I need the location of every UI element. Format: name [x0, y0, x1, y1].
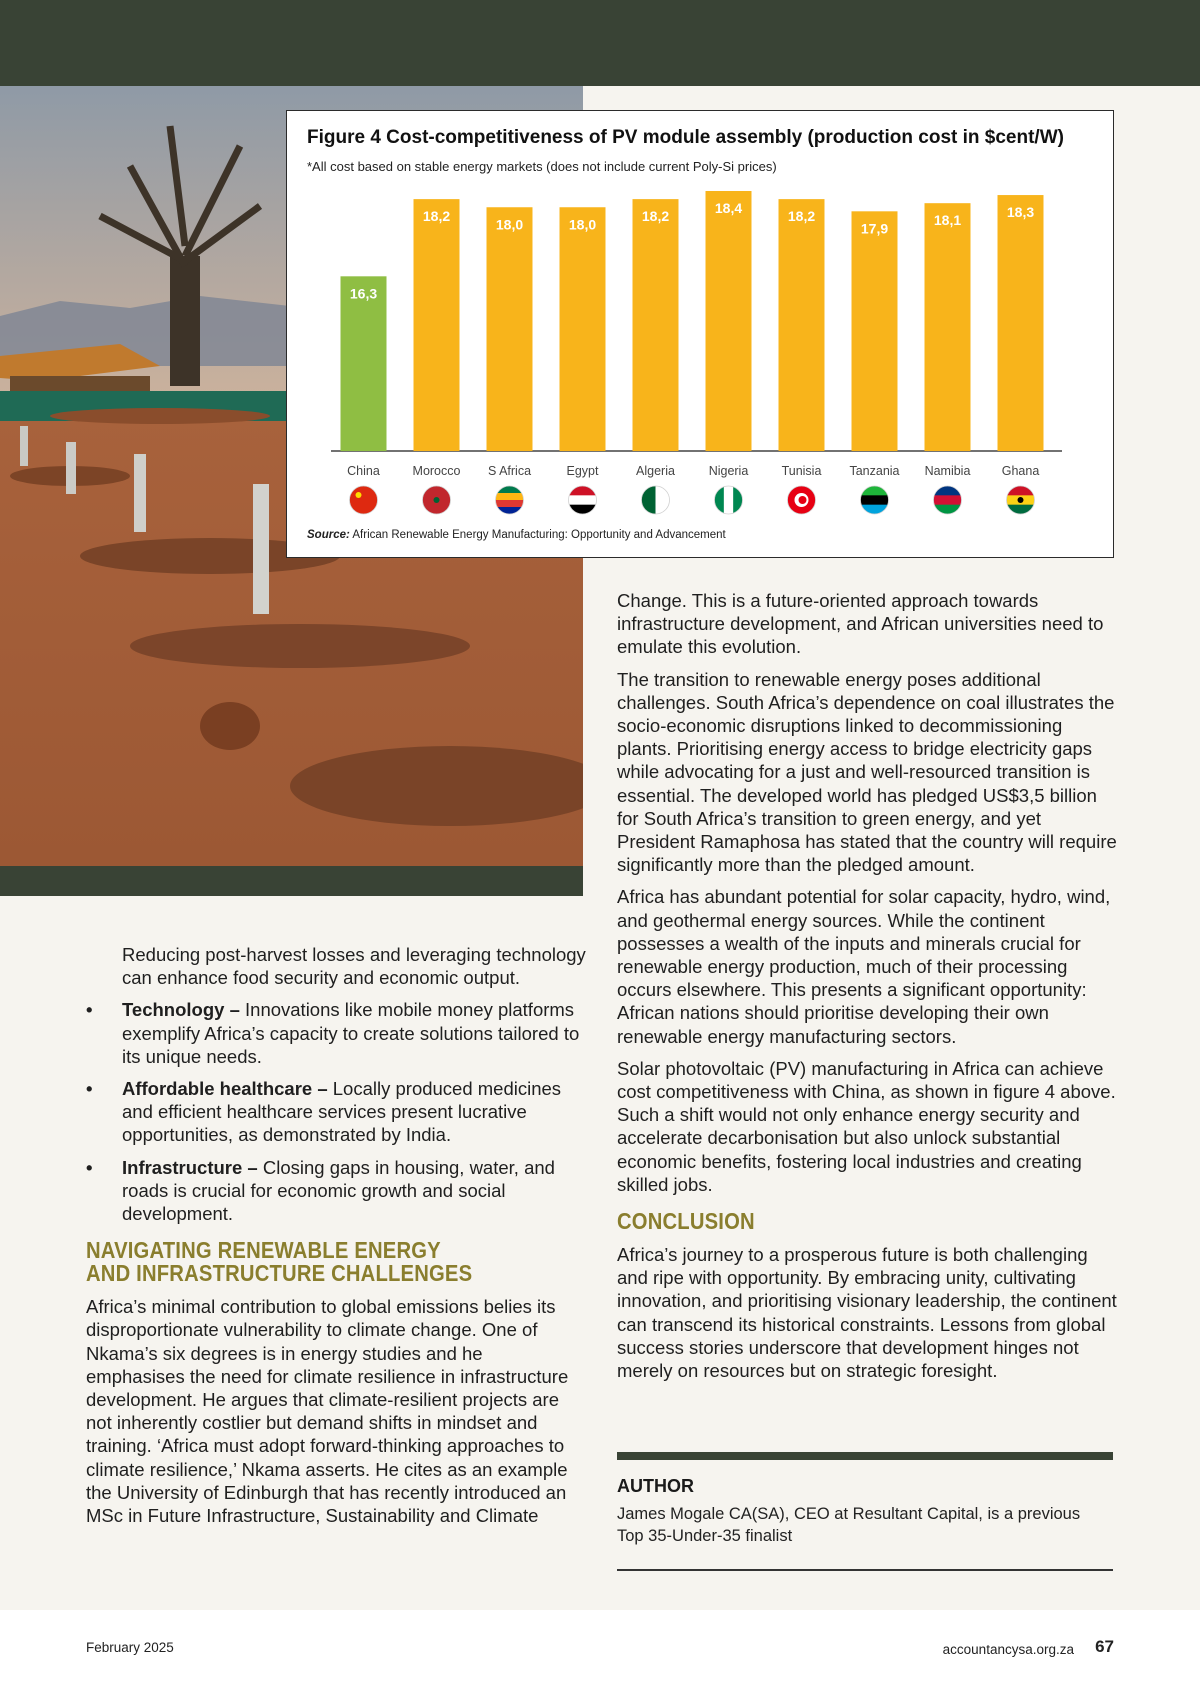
bar-value-label: 18,2 [787, 208, 816, 225]
bar-value-label: 16,3 [349, 285, 378, 302]
bar-china [341, 276, 387, 451]
x-tick-label: S Africa [487, 464, 532, 478]
source-text: African Renewable Energy Manufacturing: Opportunity and Advancement [349, 529, 726, 541]
bar-value-label: 17,9 [860, 220, 889, 237]
bullet-dot: • [86, 1156, 93, 1178]
left-column [86, 943, 586, 1536]
nigeria-flag-icon [715, 486, 744, 514]
author-divider [617, 1452, 1113, 1460]
site-link[interactable]: accountancysa.org.za [942, 1642, 1074, 1657]
bullet-dot: • [86, 999, 93, 1021]
author-heading: AUTHOR [617, 1476, 694, 1496]
bar-value-label: 18,4 [714, 200, 743, 216]
namibia-flag-icon [934, 486, 962, 515]
heading-line: NAVIGATING RENEWABLE ENERGY [86, 1237, 441, 1264]
bar-algeria [633, 199, 679, 451]
bar-south-africa [487, 207, 533, 451]
x-tick-label: Algeria [636, 464, 675, 478]
body-paragraph: Change. This is a future-oriented approach towards infrastructure development, and African universities need to emulate this evolution. [617, 590, 1104, 658]
right-column [617, 589, 1117, 1391]
section-heading-conclusion: CONCLUSION [617, 1208, 755, 1235]
bar-value-label: 18,1 [933, 212, 962, 229]
bar-value-label: 18,2 [641, 208, 670, 225]
tanzania-flag-icon [861, 486, 889, 515]
x-tick-label: Egypt [566, 464, 599, 478]
bar-tanzania [852, 211, 898, 451]
bar-value-label: 18,2 [422, 208, 451, 225]
bar-nigeria [706, 191, 752, 451]
x-tick-label: China [347, 464, 380, 478]
page-footer [0, 1610, 1200, 1696]
south-africa-flag-icon [496, 486, 524, 515]
bar-namibia [925, 203, 971, 451]
bar-morocco [414, 199, 460, 451]
egypt-flag-icon [569, 486, 597, 515]
author-bottom-rule [617, 1569, 1113, 1571]
body-paragraph: Solar photovoltaic (PV) manufacturing in Africa can achieve cost competitiveness with China, as shown in figure 4 above. Such a shift would not only enhance energy security and accelerate decarbonisation but also unlock substantial economic benefits, fostering local industries and creating skilled jobs. [617, 1057, 1116, 1195]
x-tick-label: Namibia [924, 464, 971, 478]
bullet-text: Locally produced medicines and efficient healthcare services present lucrative opportunities, as demonstrated by India. [122, 1078, 562, 1146]
issue-date: February 2025 [86, 1640, 174, 1655]
figure-title: Figure 4 Cost-competitiveness of PV module assembly (production cost in $cent/W) [307, 127, 1064, 148]
china-flag-icon [350, 486, 378, 515]
body-paragraph: Africa’s journey to a prosperous future is both challenging and ripe with opportunity. By embracing unity, cultivating innovation, and prioritising visionary leadership, the continent can transcend its historical constraints. Lessons from global success stories underscore that development hinges not merely on resources but on strategic foresight. [617, 1244, 1117, 1382]
bullet-text: Innovations like mobile money platforms exemplify Africa’s capacity to create solutions tailored to its unique needs. [122, 999, 580, 1067]
bullet-term: Affordable healthcare – [122, 1078, 333, 1100]
bullet-item-infrastructure [86, 1156, 586, 1226]
figure-source [307, 529, 726, 541]
heading-line: AND INFRASTRUCTURE CHALLENGES [86, 1260, 473, 1287]
x-tick-label: Ghana [1001, 464, 1040, 478]
bar-value-label: 18,3 [1006, 204, 1035, 221]
bar-egypt [560, 207, 606, 451]
body-paragraph: Africa has abundant potential for solar capacity, hydro, wind, and geothermal energy sources. While the continent possesses a wealth of the inputs and minerals crucial for renewable energy production, much of their processing occurs elsewhere. This presents a significant opportunity: African nations should prioritise developing their own renewable energy manufacturing sectors. [617, 886, 1111, 1047]
bullet-term: Infrastructure – [122, 1156, 263, 1178]
author-bio: James Mogale CA(SA), CEO at Resultant Capital, is a previous Top 35-Under-35 finalist [617, 1505, 1081, 1545]
figure-note: *All cost based on stable energy markets (does not include current Poly-Si prices) [307, 159, 777, 174]
ghana-flag-icon [1007, 486, 1035, 515]
top-color-band [0, 0, 1200, 86]
figure-4-chart-panel [286, 110, 1114, 558]
algeria-flag-icon [642, 486, 671, 514]
section-heading-renewable [86, 1239, 579, 1285]
bullet-list [86, 998, 586, 1225]
bar-value-label: 18,0 [568, 216, 597, 233]
intro-paragraph: Reducing post-harvest losses and leveraging technology can enhance food security and economic output. [122, 944, 586, 989]
x-tick-label: Tanzania [849, 464, 900, 478]
bar-value-label: 18,0 [495, 216, 524, 233]
page-number: 67 [1095, 1637, 1114, 1656]
bar-tunisia [779, 199, 825, 451]
body-paragraph: The transition to renewable energy poses additional challenges. South Africa’s dependence on coal illustrates the socio-economic disruptions linked to decommissioning plants. Prioritising energy access to bridge electricity gaps while advocating for a just and well-resourced transition is essential. The developed world has pledged US$3,5 billion for South Africa’s transition to green energy, and yet President Ramaphosa has stated that the country will require significantly more than the pledged amount. [617, 668, 1117, 876]
morocco-flag-icon [423, 486, 451, 515]
x-tick-label: Tunisia [781, 464, 822, 478]
x-tick-label: Morocco [412, 464, 461, 478]
bar-chart [287, 111, 1115, 559]
source-label: Source: [307, 529, 350, 541]
body-paragraph: Africa’s minimal contribution to global emissions belies its disproportionate vulnerability to climate change. One of Nkama’s six degrees is in energy studies and he emphasises the need for climate resilience in infrastructure development. He argues that climate-resilient projects are not inherently costlier but demand shifts in mindset and training. ‘Africa must adopt forward-thinking approaches to climate resilience,’ Nkama asserts. He cites as an example the University of Edinburgh that has recently introduced an MSc in Future Infrastructure, Sustainability and Climate [86, 1296, 569, 1527]
x-tick-label: Nigeria [708, 464, 749, 478]
photo-bottom-band [0, 866, 583, 896]
bullet-dot: • [86, 1078, 93, 1100]
bullet-item-healthcare [86, 1077, 586, 1147]
bar-ghana [998, 195, 1044, 451]
bullet-term: Technology – [122, 999, 246, 1021]
tunisia-flag-icon [788, 486, 816, 515]
bullet-text: Closing gaps in housing, water, and roads is crucial for economic growth and social development. [122, 1156, 555, 1225]
bullet-item-technology [86, 998, 586, 1068]
